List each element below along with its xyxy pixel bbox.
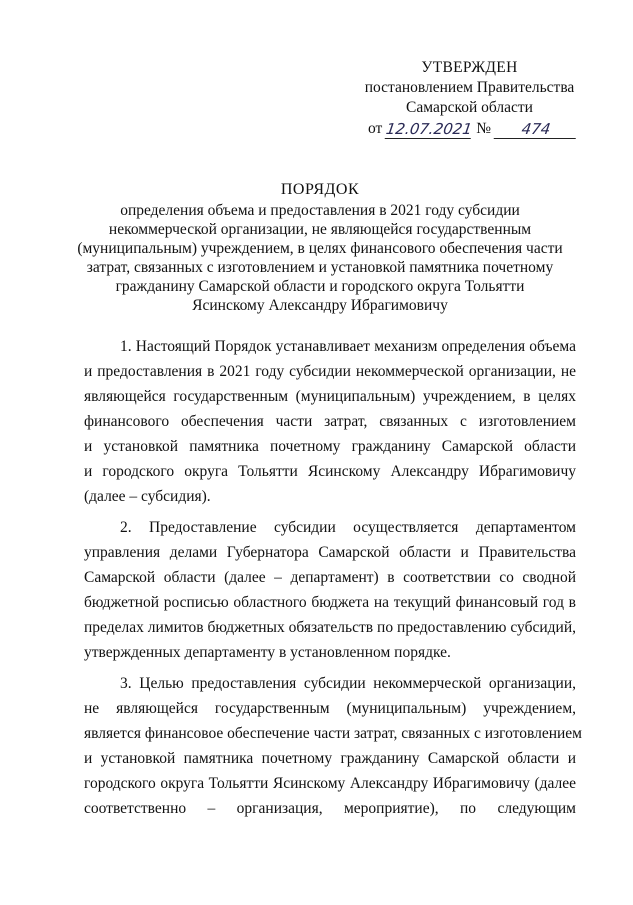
document-heading: ПОРЯДОК (280, 181, 360, 198)
paragraph-line: являющейся государственным (муниципальным) учреждением, в целях (84, 388, 576, 405)
paragraph-1 (84, 334, 576, 509)
document-title-block (60, 180, 580, 315)
handwritten-number: 474 (494, 120, 579, 139)
paragraph-line: соответственно – организация, мероприятие), по следующим (84, 800, 576, 817)
title-line: определения объема и предоставления в 2021 году субсидии (120, 202, 520, 219)
paragraph-3 (84, 671, 582, 821)
paragraph-line: 3. Целью предоставления субсидии некоммерческой организации, (120, 675, 576, 692)
paragraph-line: финансового обеспечения части затрат, связанных с изготовлением (84, 413, 576, 430)
paragraph-line: и предоставления в 2021 году субсидии некоммерческой организации, не (84, 363, 576, 380)
title-line: затрат, связанных с изготовлением и установкой памятника почетному (86, 259, 554, 276)
paragraph-line: бюджетной росписью областного бюджета на текущий финансовый год в (84, 594, 576, 611)
title-line: некоммерческой организации, не являющейся государственным (108, 221, 532, 238)
number-sign: № (476, 120, 492, 137)
paragraph-line: 1. Настоящий Порядок устанавливает механизм определения объема (120, 338, 576, 355)
title-line: (муниципальным) учреждением, в целях финансового обеспечения части (77, 240, 563, 257)
approved-heading: УТВЕРЖДЕН (421, 59, 518, 76)
paragraph-2 (84, 515, 576, 665)
title-line: Ясинскому Александру Ибрагимовичу (192, 297, 448, 314)
paragraph-line: Самарской области (далее – департамент) в соответствии со сводной (84, 569, 576, 586)
paragraph-line: утвержденных департаменту в установленном порядке. (84, 644, 451, 661)
paragraph-line: городского округа Тольятти Ясинскому Александру Ибрагимовичу (далее (84, 775, 576, 792)
paragraph-line: является финансовое обеспечение части затрат, связанных с изготовлением (84, 725, 582, 742)
approval-block (362, 58, 577, 139)
title-line: гражданину Самарской области и городского округа Тольятти (115, 278, 525, 295)
handwritten-date: 12.07.2021 (385, 120, 474, 138)
paragraph-line: и установкой памятника почетному гражданину Самарской области и (84, 750, 576, 767)
paragraph-line: управления делами Губернатора Самарской области и Правительства (84, 544, 576, 561)
approval-line-1: постановлением Правительства (364, 79, 575, 96)
approval-line-2: Самарской области (406, 99, 533, 116)
paragraph-line: пределах лимитов бюджетных обязательств по предоставлению субсидий, (84, 619, 576, 636)
paragraph-line: не являющейся государственным (муниципальным) учреждением, (84, 700, 576, 717)
approval-date-number-row (362, 119, 577, 139)
from-label: от (368, 120, 383, 137)
paragraph-line: и установкой памятника почетному гражданину Самарской области (84, 438, 576, 455)
document-body (84, 334, 582, 823)
paragraph-line: (далее – субсидия). (84, 488, 211, 505)
paragraph-line: и городского округа Тольятти Ясинскому Александру Ибрагимовичу (84, 463, 576, 480)
paragraph-line: 2. Предоставление субсидии осуществляется департаментом (120, 519, 576, 536)
